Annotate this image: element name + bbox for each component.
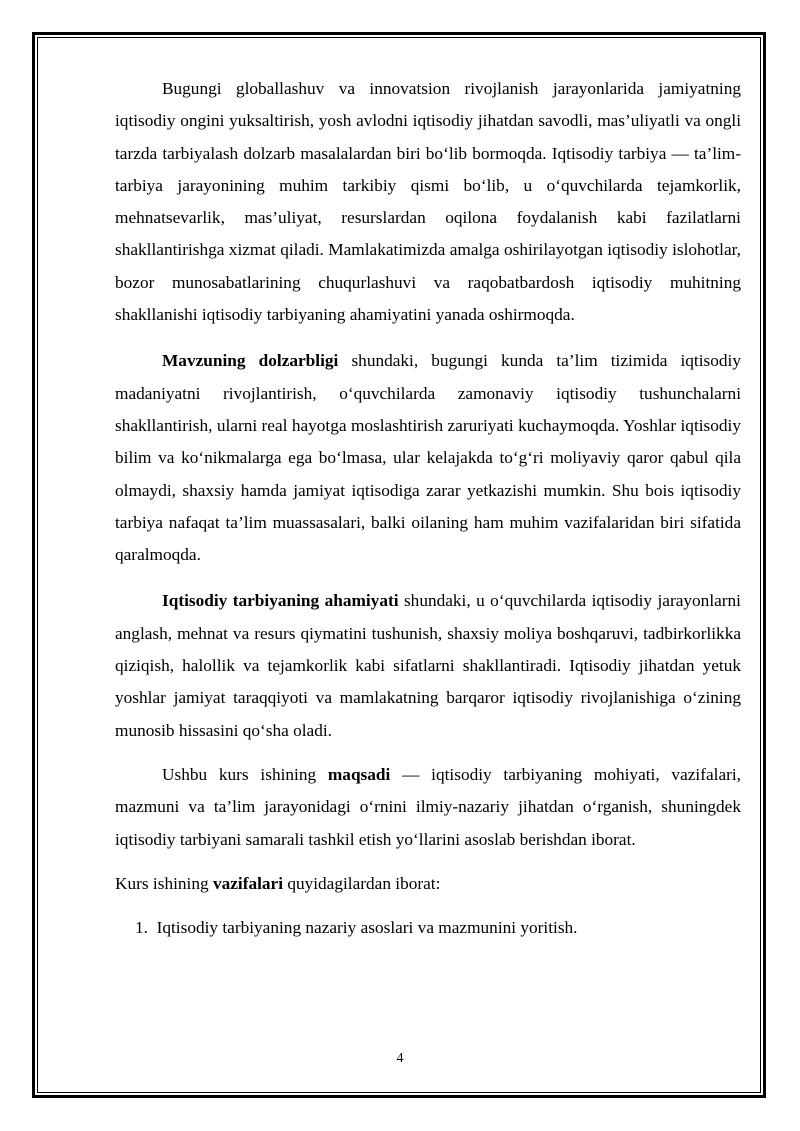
page-number: 4	[396, 1051, 404, 1066]
goal-paragraph	[115, 759, 741, 856]
goal-lead: Ushbu kurs ishining	[162, 764, 328, 784]
importance-paragraph	[115, 585, 741, 746]
importance-text: shundaki, u o‘quvchilarda iqtisodiy jarayonlarni anglash, mehnat va resurs qiymatini tushunish, shaxsiy moliya boshqaruvi, tadbirkorlikka qiziqish, halollik va tejamkorlik kabi sifatlarni shakllantiradi. Iqtisodiy jihatdan yetuk yoshlar jamiyat taraqqiyoti va mamlakatning barqaror iqtisodiy rivojlanishiga o‘zining munosib hissasini qo‘sha oladi.	[115, 591, 741, 740]
tasks-heading: vazifalari	[212, 873, 283, 893]
list-item	[115, 912, 741, 944]
document-body	[115, 73, 741, 944]
goal-heading: maqsadi	[327, 764, 391, 784]
intro-paragraph: Bugungi globallashuv va innovatsion rivojlanish jarayonlarida jamiyatning iqtisodiy ongini yuksaltirish, yosh avlodni iqtisodiy jihatdan savodli, mas’uliyatli va ongli tarzda tarbiyalash dolzarb masalalardan biri bo‘lib bormoqda. Iqtisodiy tarbiya — ta’lim-tarbiya jarayonining muhim tarkibiy qismi bo‘lib, u o‘quvchilarda tejamkorlik, mehnatsevarlik, mas’uliyat, resurslardan oqilona foydalanish kabi fazilatlarni shakllantirishga xizmat qiladi. Mamlakatimizda amalga oshirilayotgan iqtisodiy islohotlar, bozor munosabatlarining chuqurlashuvi va raqobatbardosh iqtisodiy muhitning shakllanishi iqtisodiy tarbiyaning ahamiyatini yanada oshirmoqda.	[115, 79, 741, 325]
tasks-paragraph	[115, 868, 741, 900]
tasks-lead: Kurs ishining	[115, 873, 213, 893]
relevance-paragraph	[115, 345, 741, 571]
relevance-heading: Mavzuning dolzarbligi	[162, 351, 339, 371]
relevance-text: shundaki, bugungi kunda ta’lim tizimida iqtisodiy madaniyatni rivojlantirish, o‘quvchilarda zamonaviy iqtisodiy tushunchalarni shakllantirish, ularni real hayotga moslashtirish zaruriyati kuchaymoqda. Yoshlar iqtisodiy bilim va ko‘nikmalarga ega bo‘lmasa, ular kelajakda to‘g‘ri moliyaviy qaror qabul qila olmaydi, shaxsiy hamda jamiyat iqtisodiga zarar yetkazishi mumkin. Shu bois iqtisodiy tarbiya nafaqat ta’lim muassasalari, balki oilaning ham muhim vazifalaridan biri sifatida qaralmoqda.	[115, 351, 741, 565]
list-marker: 1.	[135, 918, 148, 938]
goal-text: — iqtisodiy tarbiyaning mohiyati, vazifalari, mazmuni va ta’lim jarayonidagi o‘rnini ilmiy-nazariy jihatdan o‘rganish, shuningdek iqtisodiy tarbiyani samarali tashkil etish yo‘llarini asoslab berishdan iborat.	[115, 764, 741, 849]
tasks-text: quyidagilardan iborat:	[283, 873, 441, 893]
importance-heading: Iqtisodiy tarbiyaning ahamiyati	[162, 591, 399, 611]
list-item-text: Iqtisodiy tarbiyaning nazariy asoslari va mazmunini yoritish.	[156, 918, 578, 938]
